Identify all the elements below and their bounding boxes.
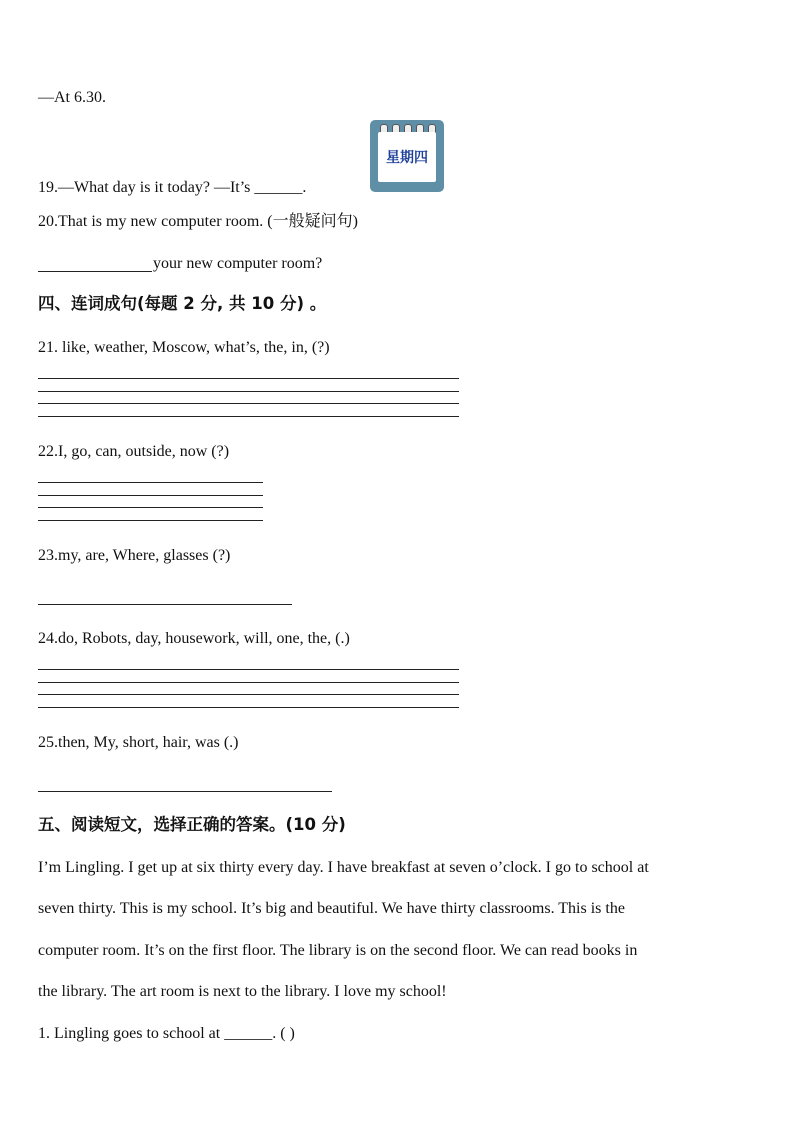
- q22-answer-line[interactable]: [38, 495, 263, 496]
- calendar-label: 星期四: [386, 150, 428, 166]
- passage-line: I’m Lingling. I get up at six thirty every day. I have breakfast at seven o’clock. I go to school at: [38, 859, 649, 876]
- question-21: 21. like, weather, Moscow, what’s, the, in, (?): [38, 339, 330, 356]
- previous-answer-line: —At 6.30.: [38, 89, 106, 106]
- calendar-icon: [370, 120, 444, 192]
- q25-answer-line[interactable]: [38, 791, 332, 792]
- question-22: 22.I, go, can, outside, now (?): [38, 443, 230, 460]
- question-19: 19.—What day is it today? —It’s ______.: [38, 179, 307, 196]
- q20-answer-blank[interactable]: [38, 271, 152, 272]
- reading-question-1: 1. Lingling goes to school at ______. ( ): [38, 1025, 295, 1042]
- q24-answer-line[interactable]: [38, 682, 459, 683]
- calendar-page: [378, 132, 436, 182]
- q22-answer-line[interactable]: [38, 482, 263, 483]
- q24-answer-line[interactable]: [38, 669, 459, 670]
- q22-answer-line[interactable]: [38, 520, 263, 521]
- q21-answer-line[interactable]: [38, 416, 459, 417]
- question-20: 20.That is my new computer room. (一般疑问句): [38, 213, 358, 230]
- q21-answer-line[interactable]: [38, 378, 459, 379]
- passage-line: the library. The art room is next to the library. I love my school!: [38, 983, 447, 1000]
- q24-answer-line[interactable]: [38, 694, 459, 695]
- q20-answer-text: your new computer room?: [153, 255, 323, 272]
- q24-answer-line[interactable]: [38, 707, 459, 708]
- question-23: 23.my, are, Where, glasses (?): [38, 547, 231, 564]
- section-5-title: 五、阅读短文，选择正确的答案。(10 分): [38, 815, 346, 834]
- section-4-title: 四、连词成句(每题 2 分, 共 10 分) 。: [38, 294, 327, 313]
- question-24: 24.do, Robots, day, housework, will, one, the, (.): [38, 630, 350, 647]
- passage-line: computer room. It’s on the first floor. The library is on the second floor. We can read books in: [38, 942, 638, 959]
- q21-answer-line[interactable]: [38, 391, 459, 392]
- passage-line: seven thirty. This is my school. It’s big and beautiful. We have thirty classrooms. This is the: [38, 900, 625, 917]
- question-25: 25.then, My, short, hair, was (.): [38, 734, 239, 751]
- q21-answer-line[interactable]: [38, 403, 459, 404]
- q22-answer-line[interactable]: [38, 507, 263, 508]
- q23-answer-line[interactable]: [38, 604, 292, 605]
